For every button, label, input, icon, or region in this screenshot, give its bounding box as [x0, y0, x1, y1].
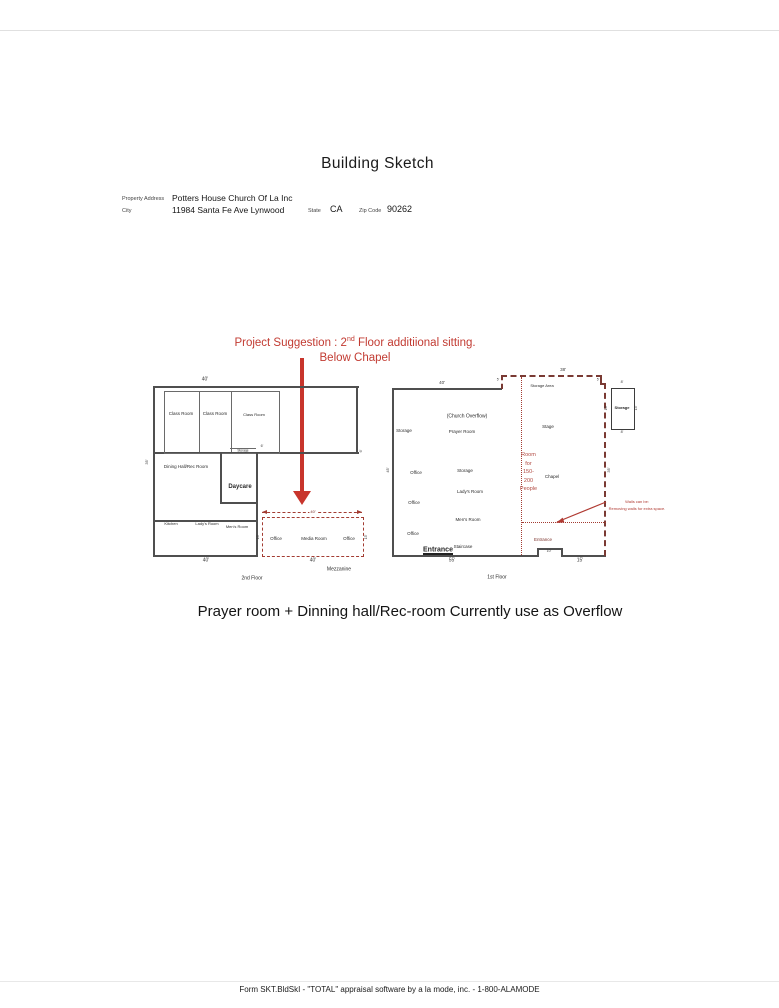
dimension-label: 45': [385, 467, 390, 473]
dimension-label: 15': [604, 405, 609, 411]
dimension-label: 15': [634, 405, 639, 411]
dimension-label: 5': [596, 377, 600, 382]
room-label-daycare: Daycare: [228, 484, 252, 490]
walls-removal-note: [597, 499, 677, 513]
suggestion-arrow-down-icon: [293, 491, 311, 505]
walls-note-line: Walls can be:: [625, 499, 649, 504]
room-label-prayer-room: Prayer Room: [448, 428, 476, 434]
dimension-label: 55': [448, 557, 456, 564]
state-value: CA: [330, 204, 343, 214]
wall-segment: [220, 452, 222, 504]
property-address-value: Potters House Church Of La Inc: [172, 193, 293, 203]
dimension-label: 40': [202, 557, 210, 564]
floor-label-1st-floor: 1st Floor: [487, 574, 507, 581]
city-label: City: [122, 208, 132, 214]
room-label-staircase: Staircase: [453, 543, 473, 549]
room-label-office-2: Office: [408, 499, 420, 505]
dimension-label: 38': [560, 366, 566, 372]
walls-note-line: Removing walls for extra space.: [608, 505, 666, 511]
room-label-office-1: Office: [410, 469, 422, 475]
project-suggestion-line2: Below Chapel: [319, 352, 391, 365]
room-capacity-line: 150-: [522, 469, 534, 476]
room-label-dining-hall: Dining Hall/Rec Room: [163, 463, 209, 469]
label-entrance-main: Entrance: [423, 546, 453, 554]
page-top-rule: [0, 30, 779, 31]
wall-segment: [153, 386, 359, 388]
dimension-label: 40': [309, 557, 317, 564]
property-address-label: Property Address: [122, 196, 165, 202]
room-capacity-line: 200: [523, 477, 534, 484]
dimension-label: 40': [201, 376, 209, 383]
room-label-ladys-room-1f: Lady's Room: [456, 488, 484, 494]
page-title: Building Sketch: [321, 155, 434, 172]
floor-label-mezzanine: Mezzanine: [326, 566, 352, 573]
label-entrance-side: Entrance: [533, 536, 553, 542]
chapel-wall: [501, 375, 503, 389]
room-label-stage: Stage: [542, 423, 554, 429]
sketch-caption: Prayer room + Dinning hall/Rec-room Currently use as Overflow: [197, 603, 623, 620]
dimension-label: 8': [620, 430, 624, 435]
room-capacity-line: People: [519, 486, 538, 493]
room-capacity-line: for: [525, 460, 532, 467]
dimension-label: 5': [496, 377, 500, 382]
room-label-chapel: Chapel: [544, 473, 560, 479]
wall-segment: [231, 391, 232, 452]
dimension-label: 35': [606, 467, 611, 473]
room-label-office-3: Office: [407, 530, 419, 536]
dimension-label: 8': [620, 380, 624, 385]
wall-segment: [153, 386, 155, 557]
state-label: State: [308, 208, 321, 214]
room-label-class-room-1: Class Room: [168, 410, 194, 416]
zip-code-label: Zip Code: [359, 208, 382, 214]
room-capacity-note: [516, 451, 541, 494]
form-footer: Form SKT.BldSkI - "TOTAL" appraisal software by a la mode, inc. - 1-800-ALAMODE: [239, 985, 540, 994]
room-label-storage-mid: Storage: [457, 467, 473, 473]
floor-label-2nd-floor: 2nd Floor: [241, 575, 263, 582]
dimension-label: 35': [144, 459, 149, 465]
dimension-label: 40': [439, 379, 445, 385]
chapel-wall: [501, 375, 602, 377]
room-label-ladys-room-2f: Lady's Room: [195, 521, 219, 526]
dimension-label: 10': [546, 549, 552, 554]
room-label-storage-area: Storage Area: [530, 383, 554, 388]
wall-segment: [220, 502, 258, 504]
dimension-label: 40': [310, 509, 316, 514]
room-label-class-room-3: Class Room: [243, 412, 265, 417]
footer-rule: [0, 981, 779, 982]
dimension-label: 15': [576, 557, 584, 564]
city-value: 11984 Santa Fe Ave Lynwood: [172, 205, 285, 215]
wall-segment: [392, 555, 538, 557]
wall-segment: [199, 391, 200, 452]
entrance-underline: [423, 553, 453, 555]
wall-segment: [256, 452, 258, 557]
wall-segment: [356, 386, 358, 454]
wall-segment: [392, 388, 394, 557]
walls-note-arrow-icon: [550, 496, 608, 528]
room-label-office-left: Office: [270, 535, 282, 541]
project-suggestion-line1: Project Suggestion : 2nd Floor additiional sitting.: [234, 336, 476, 349]
room-label-storage-small: Storage: [237, 448, 249, 453]
dimension-label: 15': [256, 534, 261, 540]
project-suggestion-note: [205, 335, 505, 367]
room-label-storage-upper: Storage: [396, 427, 412, 433]
dimension-arrow-right-icon: [357, 510, 362, 514]
room-label-mens-room-2f: Men's Room: [225, 524, 249, 529]
note-church-overflow: (Church Overflow): [446, 413, 488, 420]
room-label-storage-box: Storage: [614, 405, 630, 410]
room-capacity-line: Room: [521, 452, 536, 458]
room-label-kitchen: Kitchen: [164, 521, 178, 526]
room-label-office-right: Office: [343, 535, 355, 541]
room-label-media-room: Media Room: [301, 535, 327, 541]
suggestion-arrow-shaft: [300, 358, 304, 492]
room-label-class-room-2: Class Room: [202, 410, 228, 416]
zip-code-value: 90262: [387, 204, 413, 214]
dimension-label: 6': [260, 444, 264, 449]
wall-segment: [392, 388, 502, 390]
dimension-arrow-left-icon: [262, 510, 267, 514]
room-label-mens-room-1f: Men's Room: [455, 516, 481, 522]
dimension-label: 15': [364, 534, 369, 540]
dimension-label: 6': [359, 449, 364, 453]
